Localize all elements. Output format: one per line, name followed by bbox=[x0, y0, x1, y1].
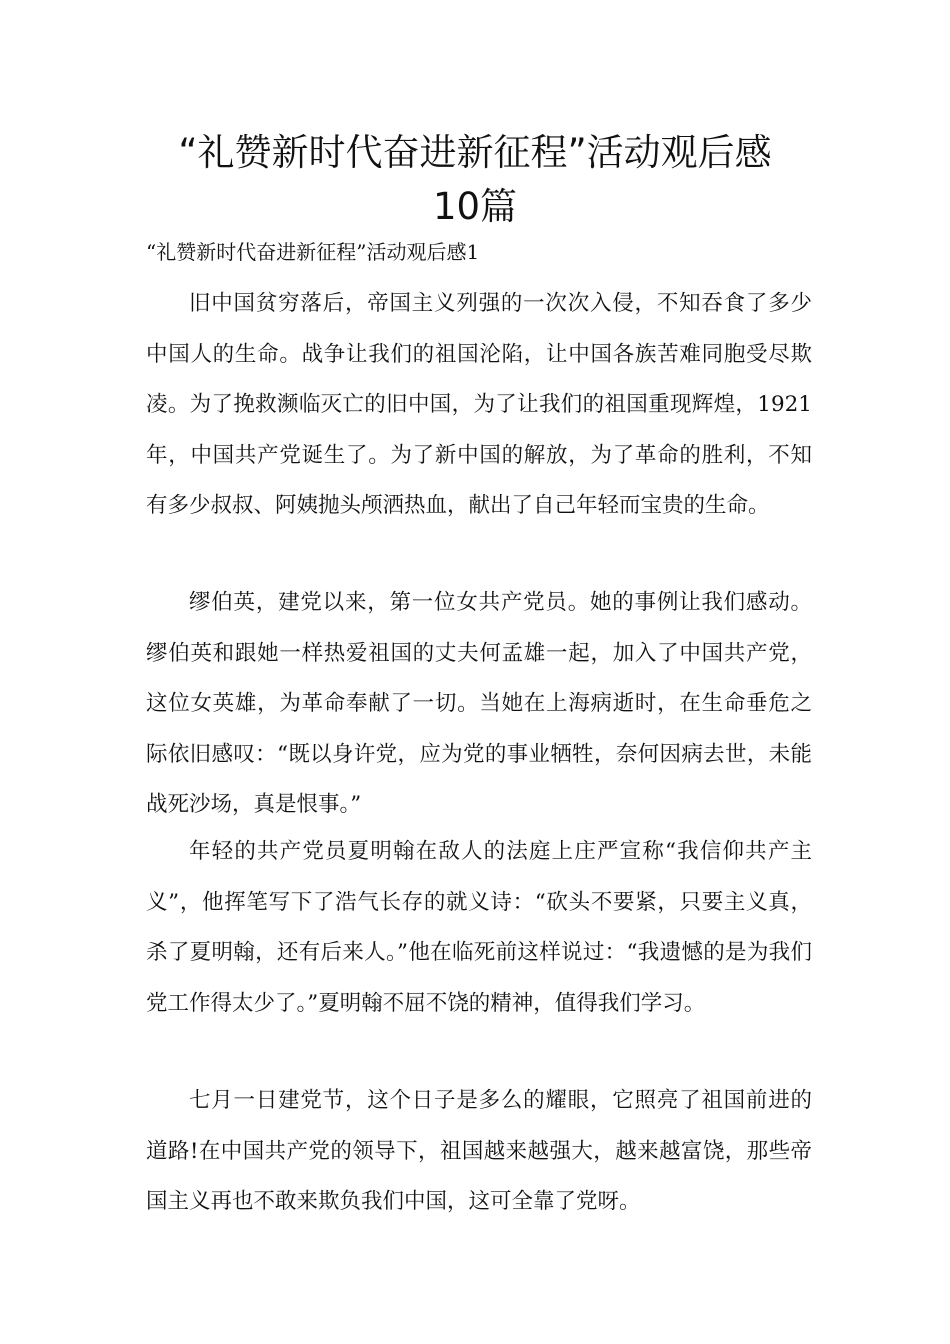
body-paragraph-3: 年轻的共产党员夏明翰在敌人的法庭上庄严宣称“我信仰共产主义”，他挥笔写下了浩气长存的就义诗：“砍头不要紧，只要主义真，杀了夏明翰，还有后来人。”他在临死前这样说过：“我遗憾的是为我们党工作得太少了。”夏明翰不屈不饶的精神，值得我们学习。 bbox=[146, 839, 812, 1016]
body-paragraph-4: 七月一日建党节，这个日子是多么的耀眼，它照亮了祖国前进的道路!在中国共产党的领导下，祖国越来越强大，越来越富饶，那些帝国主义再也不敢来欺负我们中国，这可全靠了党呀。 bbox=[146, 1088, 812, 1214]
document-title-line-1: “礼赞新时代奋进新征程”活动观后感 bbox=[178, 131, 772, 174]
document-title-line-2: 10篇 bbox=[432, 185, 518, 228]
section-subheading: “礼赞新时代奋进新征程”活动观后感1 bbox=[146, 240, 480, 264]
document-title bbox=[100, 126, 850, 234]
body-paragraph-1: 旧中国贫穷落后，帝国主义列强的一次次入侵，不知吞食了多少中国人的生命。战争让我们的祖国沦陷，让中国各族苦难同胞受尽欺凌。为了挽救濒临灭亡的旧中国，为了让我们的祖国重现辉煌，1921年，中国共产党诞生了。为了新中国的解放，为了革命的胜利，不知有多少叔叔、阿姨抛头颅洒热血，献出了自己年轻而宝贵的生命。 bbox=[146, 291, 812, 518]
body-paragraph-2: 缪伯英，建党以来，第一位女共产党员。她的事例让我们感动。缪伯英和跟她一样热爱祖国的丈夫何孟雄一起，加入了中国共产党，这位女英雄，为革命奉献了一切。当她在上海病逝时，在生命垂危之际依旧感叹：“既以身许党，应为党的事业牺牲，奈何因病去世，未能战死沙场，真是恨事。” bbox=[146, 590, 812, 817]
